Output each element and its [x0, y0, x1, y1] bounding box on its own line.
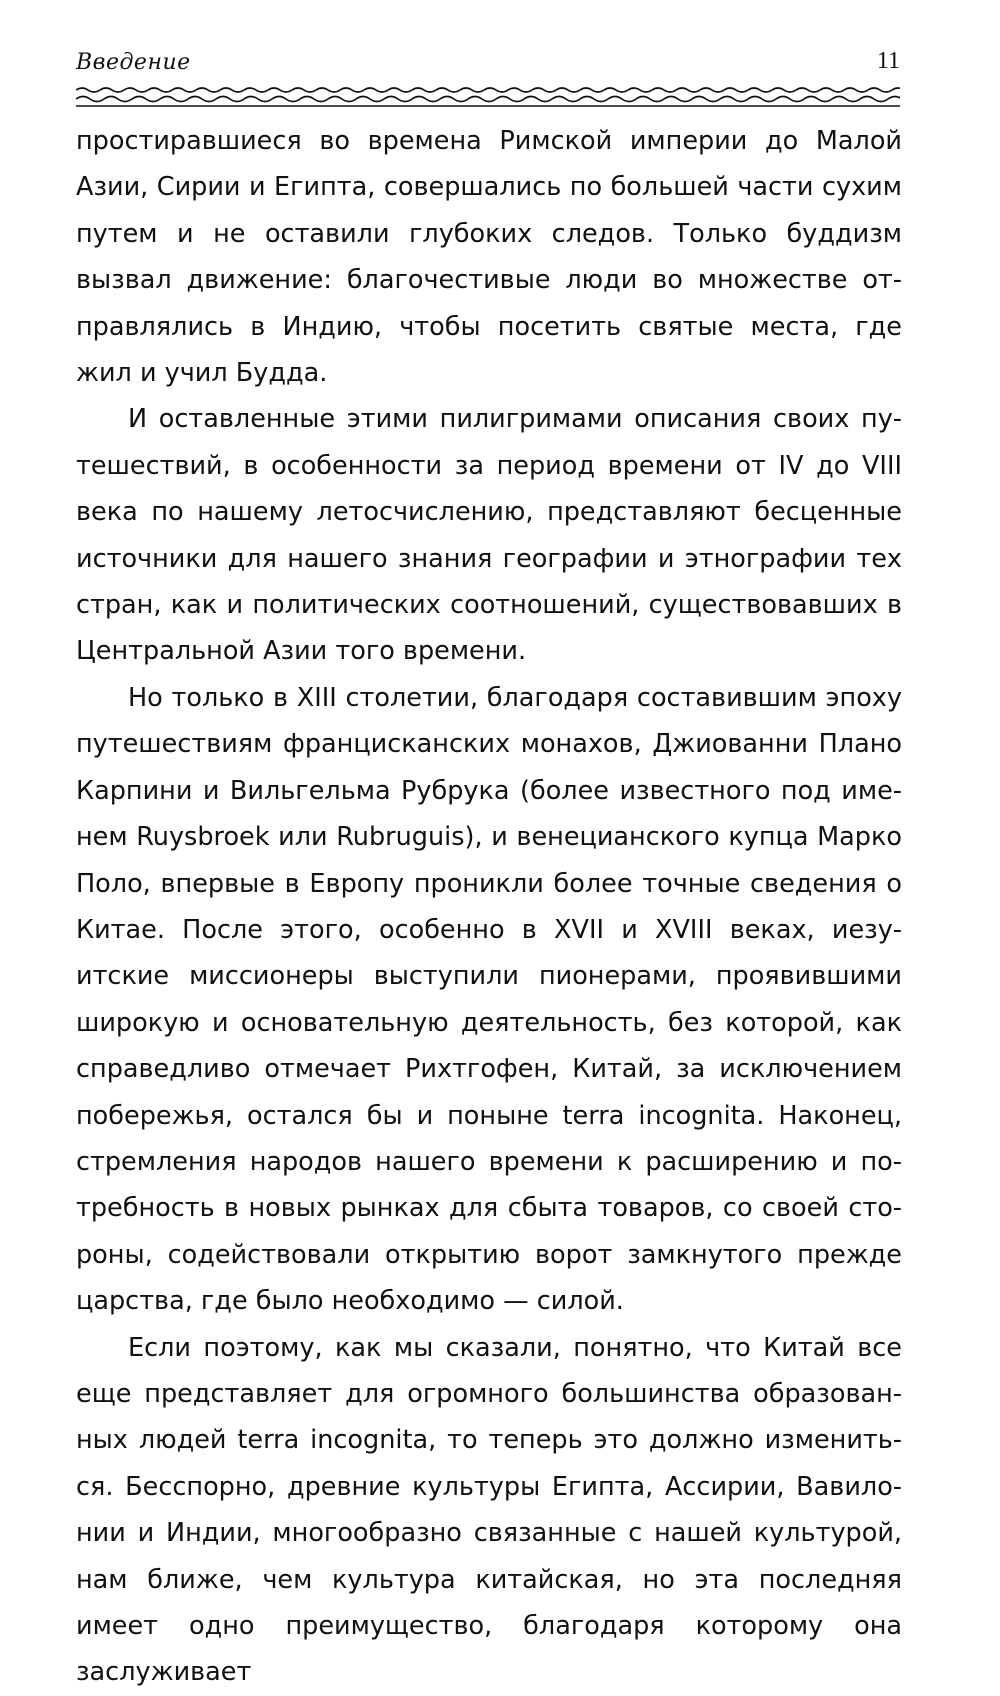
- wavy-rule-ornament: [76, 86, 900, 108]
- paragraph-2: И оставленные этими пилигримами описания своих путешествий, в особенности за период времени от IV до VIII века по нашему летосчислению, представляют бесценные источники для нашего знания географии и этнографии тех стран, как и политических соотношений, существовавших в Центральной Азии того времени.: [76, 404, 902, 667]
- running-head: [76, 44, 900, 80]
- paragraph-1: простиравшиеся во времена Римской империи до Малой Азии, Сирии и Египта, совершались по большей части сухим путем и не оставили глубоких следов. Только буддизм вызвал движение: благочестивые люди во множестве отправлялись в Индию, чтобы посетить святые места, где жил и учил Будда.: [76, 126, 902, 389]
- paragraph-3: Но только в XIII столетии, благодаря составившим эпоху путешествиям францисканских монахов, Джиованни Плано Карпини и Вильгельма Рубрука (более известного под именем Ruysbroek или Rubruguis), и венецианского купца Марко Поло, впервые в Европу проникли более точные сведения о Китае. После этого, особенно в XVII и XVIII веках, иезуитские миссионеры выступили пионерами, проявившими широкую и основательную деятельность, без которой, как справедливо отмечает Рихтгофен, Китай, за исключением побережья, остался бы и поныне terra incognita. Наконец, стремления народов нашего времени к расширению и потребность в новых рынках для сбыта товаров, со своей стороны, содействовали открытию ворот замкнутого прежде царства, где было необходимо — силой.: [76, 682, 902, 1317]
- paragraph-4: Если поэтому, как мы сказали, понятно, что Китай все еще представляет для огромного большинства образованных людей terra incognita, то теперь это должно измениться. Бесспорно, древние культуры Египта, Ассирии, Вавилонии и Индии, многообразно связанные с нашей культурой, нам ближе, чем культура китайская, но эта последняя имеет одно преимущество, благодаря которому она заслуживает: [76, 1332, 902, 1688]
- section-title: Введение: [76, 50, 191, 75]
- body-text: [76, 118, 902, 1696]
- page-number: 11: [876, 48, 900, 74]
